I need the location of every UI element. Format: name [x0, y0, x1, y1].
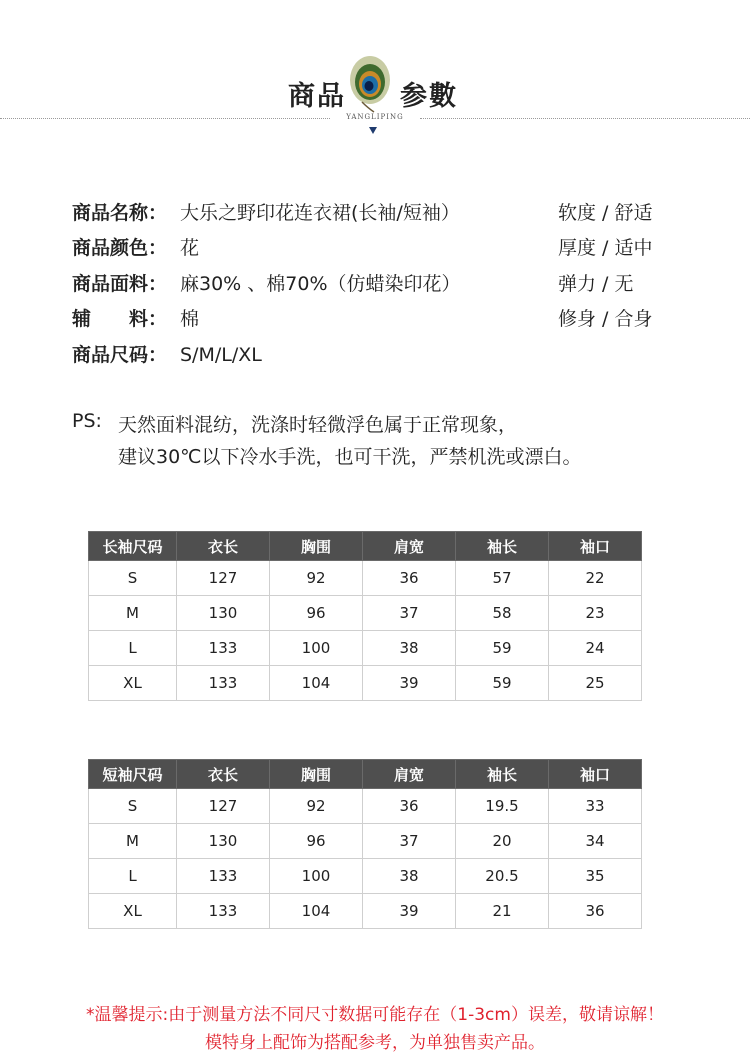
table-cell: S: [89, 789, 177, 824]
table-cell: 38: [363, 859, 456, 894]
param-row-lining: [72, 304, 199, 334]
table-cell: M: [89, 596, 177, 631]
table-cell: 24: [549, 631, 642, 666]
feel-thickness: 厚度 / 适中: [558, 237, 653, 259]
table-cell: 96: [270, 596, 363, 631]
table-row: [89, 859, 642, 894]
table-cell: XL: [89, 666, 177, 701]
measurement-warning: *温馨提示:由于测量方法不同尺寸数据可能存在（1-3cm）误差，敬请谅解！: [86, 1005, 664, 1025]
feel-elasticity: 弹力 / 无: [558, 273, 634, 295]
table-cell: M: [89, 824, 177, 859]
table-row: [89, 561, 642, 596]
table-header-cell: 衣长: [177, 532, 270, 561]
table-cell: S: [89, 561, 177, 596]
table-cell: 59: [456, 666, 549, 701]
table-cell: 127: [177, 789, 270, 824]
table-cell: 127: [177, 561, 270, 596]
table-header-cell: 肩宽: [363, 532, 456, 561]
table-cell: 37: [363, 596, 456, 631]
table-cell: 35: [549, 859, 642, 894]
table-cell: 37: [363, 824, 456, 859]
care-note-label: PS:: [72, 410, 102, 432]
short-sleeve-size-table: [88, 759, 642, 929]
param-row-fabric: [72, 269, 461, 299]
table-cell: 25: [549, 666, 642, 701]
table-row: [89, 789, 642, 824]
table-header-cell: 胸围: [270, 532, 363, 561]
table-cell: 20.5: [456, 859, 549, 894]
table-header-cell: 短袖尺码: [89, 760, 177, 789]
table-cell: 38: [363, 631, 456, 666]
table-cell: 36: [363, 789, 456, 824]
table-header-cell: 衣长: [177, 760, 270, 789]
param-value: 棉: [180, 308, 200, 330]
table-header-row: [89, 532, 642, 561]
feel-softness: 软度 / 舒适: [558, 202, 653, 224]
param-value: 花: [180, 237, 200, 259]
care-note-line-2: 建议30℃以下冷水手洗，也可干洗，严禁机洗或漂白。: [118, 446, 582, 468]
table-cell: 100: [270, 859, 363, 894]
section-header: [0, 0, 750, 140]
table-header-cell: 袖长: [456, 532, 549, 561]
table-cell: 23: [549, 596, 642, 631]
table-cell: L: [89, 631, 177, 666]
table-cell: XL: [89, 894, 177, 929]
table-cell: 33: [549, 789, 642, 824]
table-row: [89, 666, 642, 701]
param-row-size: [72, 340, 262, 370]
table-cell: 39: [363, 666, 456, 701]
table-cell: 39: [363, 894, 456, 929]
table-header-cell: 袖口: [549, 760, 642, 789]
accessory-note: 模特身上配饰为搭配参考，为单独售卖产品。: [205, 1033, 545, 1053]
down-triangle-icon: [369, 127, 377, 134]
table-cell: 19.5: [456, 789, 549, 824]
table-cell: 96: [270, 824, 363, 859]
table-cell: 22: [549, 561, 642, 596]
table-cell: 133: [177, 894, 270, 929]
care-note-line-1: 天然面料混纺，洗涤时轻微浮色属于正常现象，: [118, 414, 518, 436]
param-label: 商品颜色：: [72, 237, 168, 259]
header-title-right: 参數: [400, 81, 458, 112]
table-cell: 36: [363, 561, 456, 596]
long-sleeve-size-table: [88, 531, 642, 701]
feel-fit: 修身 / 合身: [558, 308, 653, 330]
table-cell: 59: [456, 631, 549, 666]
param-label: 商品面料：: [72, 273, 168, 295]
param-row-color: [72, 233, 199, 263]
table-header-cell: 胸围: [270, 760, 363, 789]
table-header-cell: 袖口: [549, 532, 642, 561]
table-cell: 104: [270, 894, 363, 929]
param-value: 大乐之野印花连衣裙(长袖/短袖）: [180, 202, 460, 224]
table-cell: 20: [456, 824, 549, 859]
header-title-left: 商品: [288, 81, 346, 112]
table-cell: 100: [270, 631, 363, 666]
table-row: [89, 894, 642, 929]
table-cell: L: [89, 859, 177, 894]
brand-text: YANGLIPING: [346, 113, 404, 121]
table-row: [89, 824, 642, 859]
table-cell: 130: [177, 824, 270, 859]
table-cell: 104: [270, 666, 363, 701]
param-label: 辅 料：: [72, 308, 168, 330]
param-label: 商品名称：: [72, 202, 168, 224]
table-cell: 36: [549, 894, 642, 929]
table-cell: 133: [177, 666, 270, 701]
table-cell: 92: [270, 561, 363, 596]
table-cell: 34: [549, 824, 642, 859]
param-label: 商品尺码：: [72, 344, 168, 366]
table-header-cell: 肩宽: [363, 760, 456, 789]
table-cell: 133: [177, 859, 270, 894]
table-cell: 58: [456, 596, 549, 631]
param-value: 麻30% 、棉70%（仿蜡染印花）: [180, 273, 461, 295]
table-header-cell: 长袖尺码: [89, 532, 177, 561]
param-row-name: [72, 198, 460, 228]
table-cell: 130: [177, 596, 270, 631]
table-cell: 21: [456, 894, 549, 929]
table-cell: 92: [270, 789, 363, 824]
table-header-row: [89, 760, 642, 789]
peacock-feather-icon: [348, 52, 394, 114]
table-row: [89, 596, 642, 631]
table-header-cell: 袖长: [456, 760, 549, 789]
table-row: [89, 631, 642, 666]
param-value: S/M/L/XL: [180, 344, 262, 366]
table-cell: 57: [456, 561, 549, 596]
table-cell: 133: [177, 631, 270, 666]
